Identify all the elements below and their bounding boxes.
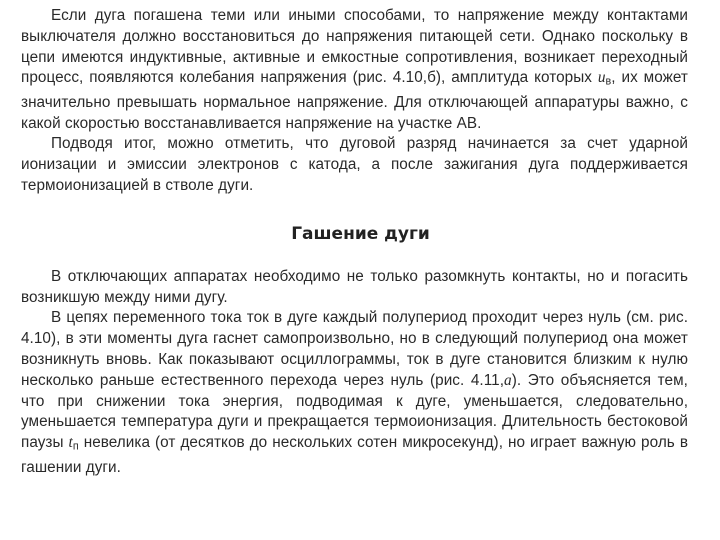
figure-letter: а	[504, 371, 512, 389]
symbol-tp: t	[68, 434, 73, 452]
paragraph-text: Если дуга погашена теми или иными способами, то напряжение между контактами выключателя должно восстановиться до напряжения питающей сети. Однако поскольку в цепи имеются индуктивные, активные и емкостные сопротивления, возникает переходный процесс, появляются колебания напряжения (рис. 4.10,б), амплитуда которых	[21, 7, 688, 87]
paragraph-intro: В отключающих аппаратах необходимо не только разомкнуть контакты, но и погасить возникшую между ними дугу.	[21, 267, 688, 306]
paragraph-text: невелика (от десятков до нескольких сотен микросекунд), но играет важную роль в гашении дуги.	[21, 434, 689, 476]
paragraph-text: , их может значительно превышать нормальное напряжение. Для отключающей аппаратуры важно, с какой скоростью восстанавливается напряжение на участке АВ.	[21, 69, 688, 132]
paragraph-ac-circuits	[21, 308, 688, 478]
paragraph-summary: Подводя итог, можно отметить, что дуговой разряд начинается за счет ударной ионизации и эмиссии электронов с катода, а после зажигания дуга поддерживается термоионизацией в стволе дуги.	[21, 135, 688, 195]
symbol-ub: u	[597, 69, 606, 87]
paragraph-voltage-recovery	[21, 6, 688, 134]
paragraph-text: ). Это объясняется тем, что при снижении тока энергия, подводимая к дуге, уменьшается, следовательно, уменьшается температура дуги и прекращается термоионизация. Длительность бестоковой паузы	[21, 371, 688, 452]
symbol-tp-subscript: п	[72, 440, 79, 453]
symbol-ub-subscript: в	[605, 76, 612, 89]
section-heading: Гашение дуги	[291, 223, 430, 244]
paragraph-text: В цепях переменного тока ток в дуге каждый полупериод проходит через нуль (см. рис. 4.10), в эти моменты дуга гаснет самопроизвольно, но в следующий полупериод она может возникнуть вновь. Как показывают осциллограммы, ток в дуге становится близким к нулю несколько раньше естественного перехода через нуль (рис. 4.11,	[21, 309, 688, 389]
